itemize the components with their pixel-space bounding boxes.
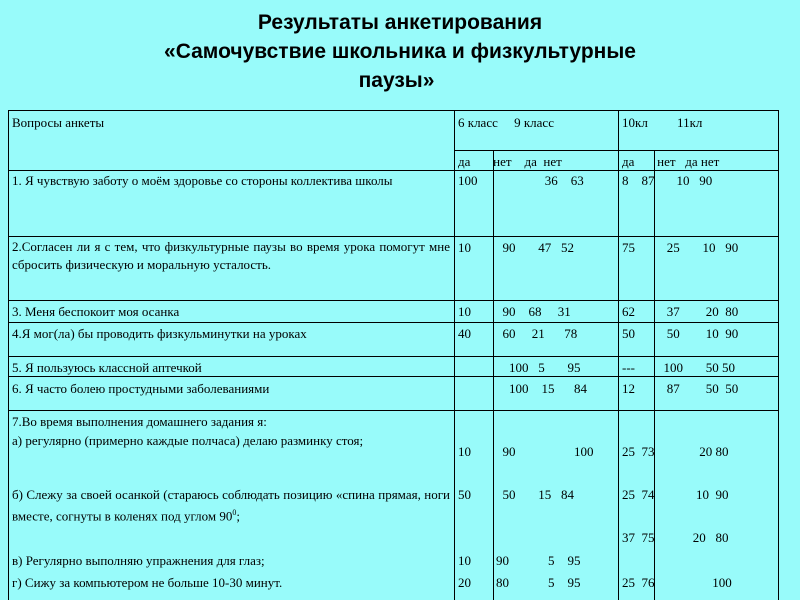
question-7-intro: 7.Во время выполнения домашнего задания я: <box>12 414 267 429</box>
row5-grade11: 100 50 50 <box>657 360 735 375</box>
row4-grade11: 50 10 90 <box>657 326 739 341</box>
row4-grade10: 50 <box>622 326 635 341</box>
row6-grade11: 87 50 50 <box>657 381 739 396</box>
row4-grade6: 40 <box>458 326 471 341</box>
question-7c: в) Регулярно выполняю упражнения для глаз; <box>12 553 265 568</box>
row1-grade6: 100 <box>458 173 478 188</box>
row7a-grade10: 25 73 <box>622 444 655 459</box>
header-grades-6-9: 6 класс 9 класс <box>458 115 554 130</box>
row1-grade11: 10 90 <box>657 173 713 188</box>
question-3: 3. Меня беспокоит моя осанка <box>12 304 180 319</box>
row7b-grade6: 50 <box>458 487 471 502</box>
title-line-1: Результаты анкетирования <box>257 11 543 34</box>
header-yes-no-10-11: да нет да нет <box>622 154 720 169</box>
row2-grade11: 25 10 90 <box>657 240 739 255</box>
row4-grade9: 60 21 78 <box>496 326 578 341</box>
row7d-grade11: 100 <box>657 575 732 590</box>
row7c-grade6: 10 <box>458 553 471 568</box>
row7b-grade9: 50 15 84 <box>496 487 574 502</box>
question-7a: а) регулярно (примерно каждые полчаса) делаю разминку стоя; <box>12 433 364 448</box>
question-7b: б) Слежу за своей осанкой (стараюсь соблюдать позицию «спина прямая, ноги вместе, согнуты в коленях под углом $90^0$; <box>12 487 450 523</box>
question-2: 2.Согласен ли я с тем, что физкультурные паузы во время урока помогут мне сбросить физическую и моральную усталость. <box>12 239 450 272</box>
row1-grade10: 8 87 <box>622 173 655 188</box>
header-questions: Вопросы анкеты <box>12 115 105 130</box>
row7d-grade9: 80 5 95 <box>496 575 581 590</box>
row7c-grade9: 90 5 95 <box>496 553 581 568</box>
survey-table <box>8 110 783 600</box>
title-line-3: паузы» <box>358 69 435 92</box>
row7b-grade11: 10 90 <box>657 487 729 502</box>
row7b-grade10: 25 74 <box>622 487 655 502</box>
row7a-grade9: 90 100 <box>496 444 594 459</box>
header-yes-no-6-9: да нет да нет <box>458 154 562 169</box>
row5-grade9: 100 5 95 <box>496 360 581 375</box>
row7a-grade6: 10 <box>458 444 471 459</box>
question-1: 1. Я чувствую заботу о моём здоровье со стороны коллектива школы <box>12 173 393 188</box>
header-grades-10-11: 10кл 11кл <box>622 115 703 130</box>
row2-grade6: 10 <box>458 240 471 255</box>
question-6: 6. Я часто болею простудными заболеваниями <box>12 381 270 396</box>
row7d-grade10: 25 76 <box>622 575 655 590</box>
row2-grade9: 90 47 52 <box>496 240 574 255</box>
row6-grade9: 100 15 84 <box>496 381 587 396</box>
row3-grade10: 62 <box>622 304 635 319</box>
row7-extra-grade10: 37 75 <box>622 530 655 545</box>
row3-grade11: 37 20 80 <box>657 304 739 319</box>
question-5: 5. Я пользуюсь классной аптечкой <box>12 360 202 375</box>
row2-grade10: 75 <box>622 240 635 255</box>
row3-grade6: 10 <box>458 304 471 319</box>
row7d-grade6: 20 <box>458 575 471 590</box>
question-4: 4.Я мог(ла) бы проводить физкульминутки на уроках <box>12 326 307 341</box>
row5-grade10: --- <box>622 360 635 375</box>
row7-extra-grade11: 20 80 <box>657 530 729 545</box>
title-line-2: «Самочувствие школьника и физкультурные <box>164 40 636 63</box>
slide-title <box>0 8 800 95</box>
row7a-grade11: 20 80 <box>657 444 729 459</box>
row1-grade9: 36 63 <box>496 173 584 188</box>
row3-grade9: 90 68 31 <box>496 304 571 319</box>
row6-grade10: 12 <box>622 381 635 396</box>
question-7d: г) Сижу за компьютером не больше 10-30 минут. <box>12 575 283 590</box>
